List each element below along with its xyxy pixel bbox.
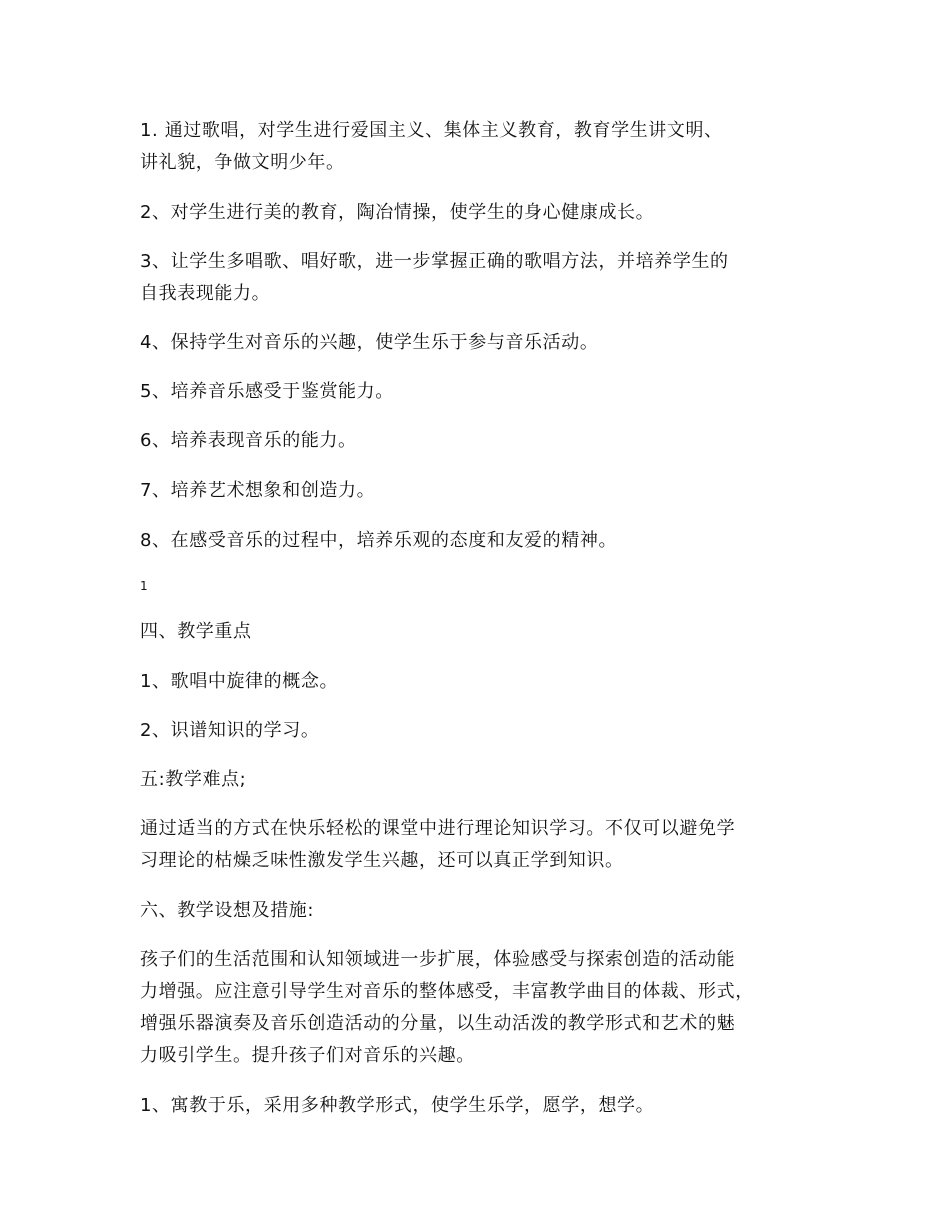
measures-text: 孩子们的生活范围和认知领域进一步扩展，体验感受与探索创造的活动能 力增强。应注意引导学生对音乐的整体感受，丰富教学曲目的体裁、形式， 增强乐器演奏及音乐创造活动的分量，以生动活泼的教学形式和艺术的魅 力吸引学生。提升孩子们对音乐的兴趣。	[140, 949, 754, 1066]
section-heading-key-points: 四、教学重点	[140, 621, 252, 642]
section-heading-difficulties: 五:教学难点;	[140, 769, 247, 790]
page-number: 1	[140, 579, 148, 593]
difficulty-text: 通过适当的方式在快乐轻松的课堂中进行理论知识学习。不仅可以避免学 习理论的枯燥乏味性激发学生兴趣，还可以真正学到知识。	[140, 818, 736, 871]
section-heading-measures: 六、教学设想及措施:	[140, 900, 315, 921]
key-point-2: 2、识谱知识的学习。	[140, 720, 320, 741]
measure-item-1: 1、寓教于乐，采用多种教学形式，使学生乐学，愿学，想学。	[140, 1095, 655, 1116]
goal-item-6: 6、培养表现音乐的能力。	[140, 430, 357, 451]
goal-item-2: 2、对学生进行美的教育，陶冶情操，使学生的身心健康成长。	[140, 202, 655, 223]
goal-item-4: 4、保持学生对音乐的兴趣，使学生乐于参与音乐活动。	[140, 332, 599, 353]
key-point-1: 1、歌唱中旋律的概念。	[140, 671, 339, 692]
goal-item-3: 3、让学生多唱歌、唱好歌，进一步掌握正确的歌唱方法，并培养学生的 自我表现能力。	[140, 251, 729, 304]
goal-item-1: 1. 通过歌唱，对学生进行爱国主义、集体主义教育，教育学生讲文明、 讲礼貌，争做文明少年。	[140, 120, 723, 173]
goal-item-7: 7、培养艺术想象和创造力。	[140, 480, 376, 501]
goal-item-5: 5、培养音乐感受于鉴赏能力。	[140, 381, 394, 402]
goal-item-8: 8、在感受音乐的过程中，培养乐观的态度和友爱的精神。	[140, 530, 618, 551]
